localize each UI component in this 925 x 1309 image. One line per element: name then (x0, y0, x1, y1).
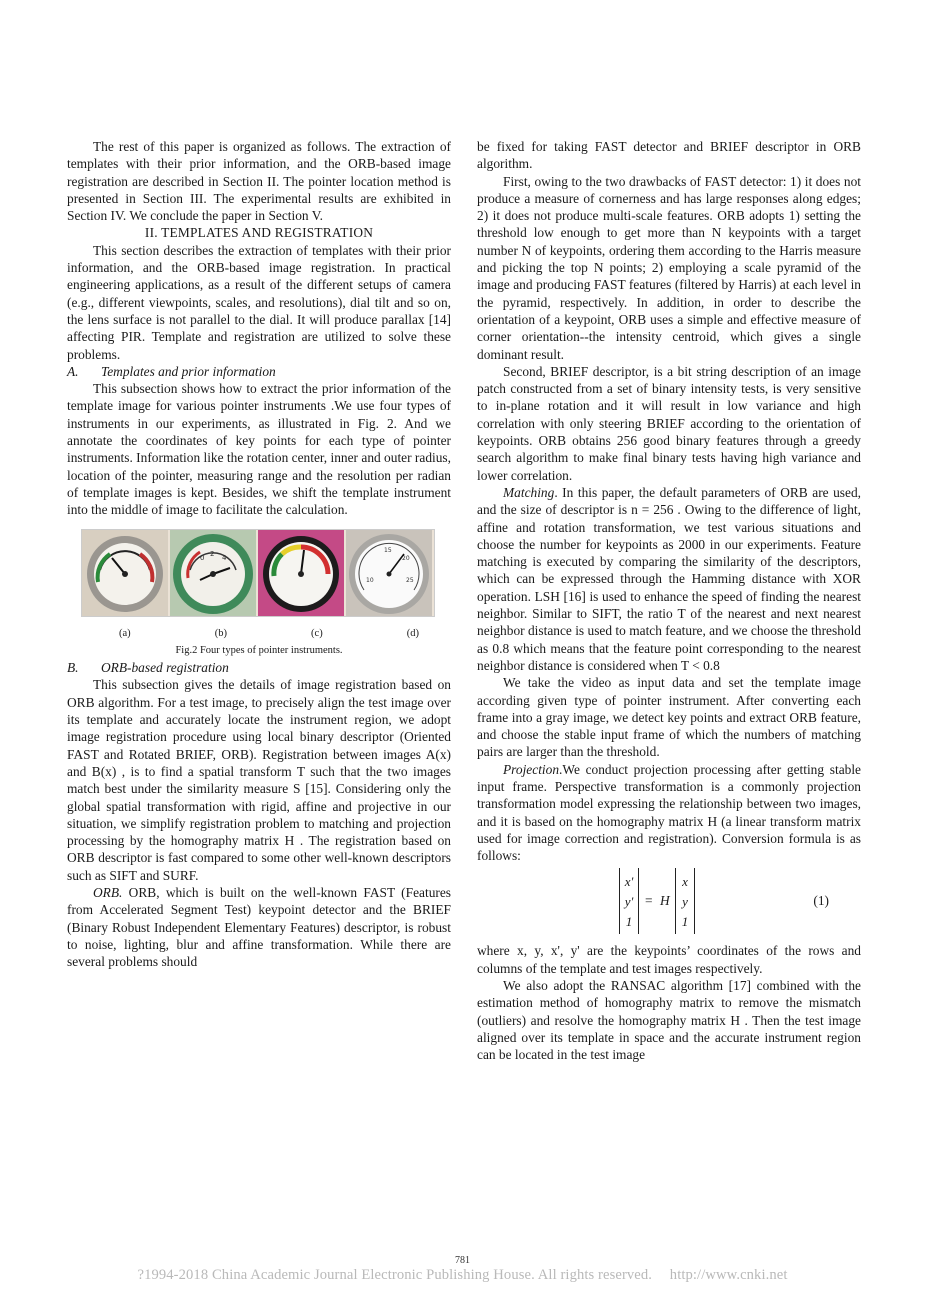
left-column (67, 138, 451, 970)
equation-right-vector (675, 868, 695, 934)
equation-right-2: 1 (681, 913, 689, 929)
subsection-a-heading (67, 363, 451, 380)
fast-drawbacks-paragraph: First, owing to the two drawbacks of FAST detector: 1) it does not produce a measure of cornerness and has large responses along edges; 2) it does not produce multi-scale features. ORB adopts 1) setting the threshold low enough to get more than N keypoints with a target number N of keypoints, ordering them according to the Harris measure and picking the top N points; 2) employing a scale pyramid of the image and producing FAST features (filtered by Harris) at each level in the pyramid, respectively. In addition, in order to describe the orientation of a keypoint, ORB uses a simple and effective measure of corner orientation--the intensity centroid, which gives a single dominant result. (477, 173, 861, 362)
page-number: 781 (455, 1255, 470, 1266)
right-paragraph-1: be fixed for taking FAST detector and BRIEF descriptor in ORB algorithm. (477, 139, 861, 172)
dial-image-d (346, 530, 432, 616)
figure-caption: Fig.2 Four types of pointer instruments. (175, 644, 343, 656)
dial-d-text-5: 10 (366, 576, 374, 584)
orb-text: ORB, which is built on the well-known FAST (Features from Accelerated Segment Test) keypoint detector and the BRIEF (Binary Robust Independent Elementary Features) descriptor, is robust to noise, lighting, blur and affine transformation. While there are several problems should (67, 884, 451, 970)
figure-image-strip (81, 529, 435, 617)
dial-b-text-2: 2 (210, 549, 215, 558)
footer-copyright: ?1994-2018 China Academic Journal Electronic Publishing House. All rights reserved. (137, 1267, 653, 1283)
where-paragraph: where x, y, x', y' are the keypoints’ coordinates of the rows and columns of the template and test images respectively. (477, 943, 861, 976)
subsection-a-title: Templates and prior information (101, 363, 276, 379)
figure-label-d: (d) (406, 627, 419, 639)
equation-number: (1) (813, 893, 829, 909)
dial-d-text-25: 25 (406, 576, 414, 584)
matching-text: . In this paper, the default parameters of ORB are used, and the size of descriptor is n = 256 . Owing to the difference of light, affine and rotation transformation, we test various situations and choose the number for keypoints as 2000 in our experiments. Feature matching is executed by comparing the similarity of the descriptors, which can be expressed through the Hamming distance with XOR operation. LSH [16] is used to enhance the speed of finding the nearest neighbor. Similar to SIFT, the ratio T of the nearest and next nearest neighbor distance is used to match feature, and we choose the threshold as 0.8 which means that the feature point corresponding to the nearest neighbor distance is considered when T < 0.8 (477, 484, 861, 673)
dial-b-text-4: 4 (222, 553, 227, 562)
subsection-b-title: ORB-based registration (101, 660, 229, 676)
figure-label-b: (b) (214, 627, 227, 639)
ransac-paragraph: We also adopt the RANSAC algorithm [17] combined with the estimation method of homography matrix to remove the mismatch (outliers) and resolve the homography matrix H . Then the test image aligned over its template in space and the accurate instrument region can be located in the test image (477, 978, 861, 1063)
video-input-paragraph: We take the video as input data and set the template image according given type of pointer instrument. After converting each frame into a gray image, we detect key points and extract ORB feature, and choose the stable input frame of which the numbers of matching pairs are larger than the threshold. (477, 675, 861, 760)
dial-image-a (82, 530, 168, 616)
section-intro-paragraph: This section describes the extraction of templates with their prior information, and the ORB-based image registration. In practical engineering applications, as a result of the different setups of camera (e.g., different viewpoints, scales, and resolutions), dial tilt and so on, the lens surface is not parallel to the dial. It will produce parallax [14] affecting PIR. Template and registration are utilized to solve these problems. (67, 242, 451, 362)
equation-matrix-h: H (660, 893, 670, 909)
projection-text: .We conduct projection processing after getting stable input frame. Perspective transformation is a commonly projection transformation model expressing the relationship between two images, and it is based on the homography matrix H (a linear transform matrix used for image correction and registration). Conversion formula is as follows: (477, 761, 861, 864)
footer-url[interactable]: http://www.cnki.net (669, 1267, 788, 1283)
projection-paragraph (477, 761, 861, 865)
equation-left-0: x' (624, 873, 634, 889)
figure-labels (119, 625, 419, 642)
equation-left-vector (619, 868, 639, 934)
projection-label: Projection (503, 761, 560, 777)
right-column (477, 138, 861, 1064)
intro-paragraph: The rest of this paper is organized as follows. The extraction of templates with their prior information, and the ORB-based image registration are described in Section II. The pointer location method is presented in Section III. The experimental results are exhibited in Section IV. We conclude the paper in Section V. (67, 139, 451, 224)
subsection-b-paragraph: This subsection gives the details of image registration based on ORB algorithm. For a test image, to precisely align the test image over its template and accurately locate the instrument region, we adopt image registration procedure using local binary descriptor (Oriented FAST and Rotated BRIEF, ORB). Registration between images A(x) and B(x) , is to find a spatial transform T such that the two images match best under the similarity measure S [15]. Considering only the global spatial transformation with rigid, affine and projective in our situation, we simplify registration problem to matching and projection processing by the homography matrix H . The registration based on ORB descriptor is fast compared to some other well-known descriptors such as SIFT and SURF. (67, 677, 451, 883)
dial-image-c (258, 530, 344, 616)
subsection-b-number: B. (67, 660, 79, 676)
equation-right-1: y (682, 893, 688, 909)
figure-label-a: (a) (119, 627, 131, 639)
equation-left-2: 1 (625, 913, 633, 929)
figure-label-c: (c) (311, 627, 323, 639)
matching-label: Matching (503, 484, 555, 500)
section-heading: II. TEMPLATES AND REGISTRATION (144, 225, 374, 241)
equation-right-0: x (682, 873, 688, 889)
subsection-a-paragraph: This subsection shows how to extract the prior information of the template image for various pointer instruments .We use four types of instruments in our experiments, as illustrated in Fig. 2. And we annotate the coordinates of key points for each type of pointer instruments. Information like the rotation center, inner and outer radius, location of the pointer, measuring range and the resolution per radian of template images is kept. Besides, we shift the template instrument into the middle of image to facilitate the calculation. (67, 381, 451, 518)
dial-d-text-20: 20 (402, 554, 410, 562)
subsection-b-heading (67, 659, 451, 676)
equation-equals: = (645, 893, 653, 909)
equation-1 (477, 868, 861, 938)
subsection-a-number: A. (67, 363, 79, 379)
brief-paragraph: Second, BRIEF descriptor, is a bit string description of an image patch constructed from a set of binary intensity tests, is very sensitive to in-plane rotation and it will result in low variance and high correlation with only steering BRIEF according to the orientation of keypoints. ORB obtains 256 good binary features through a greedy search algorithm to make final binary tests having high variance and lower correlation. (477, 363, 861, 483)
dial-b-text-0: 0 (200, 553, 205, 562)
dial-image-b (170, 530, 256, 616)
matching-paragraph (477, 484, 861, 674)
orb-paragraph (67, 884, 451, 970)
figure-2 (67, 529, 451, 660)
orb-label: ORB. (93, 884, 123, 900)
equation-left-1: y' (624, 893, 634, 909)
dial-d-text-15: 15 (384, 546, 392, 554)
footer (0, 1267, 925, 1284)
